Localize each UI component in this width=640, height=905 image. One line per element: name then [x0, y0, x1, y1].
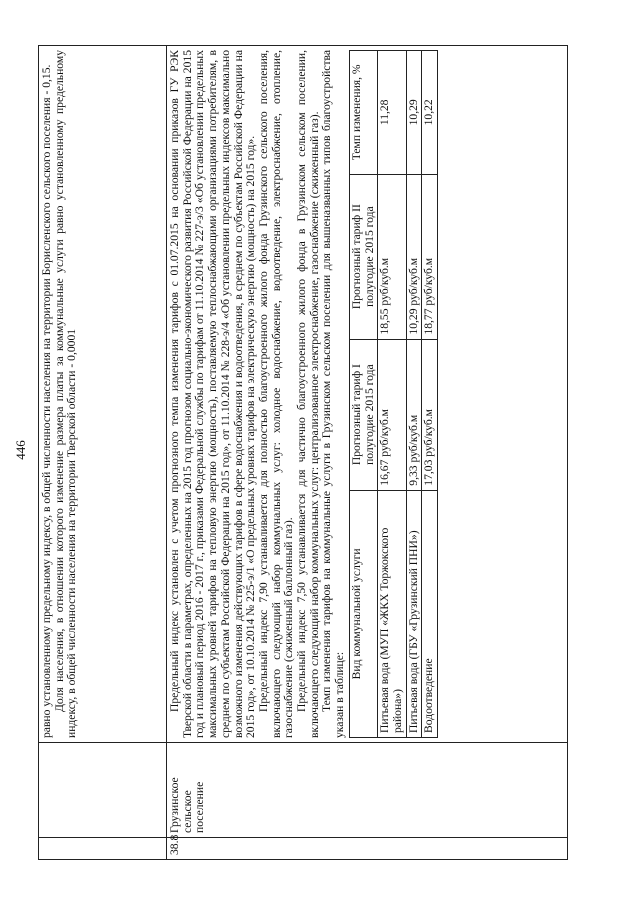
header-service: Вид коммунальной услуги	[349, 490, 377, 737]
tariff-h1: 9,33 руб/куб.м	[406, 339, 422, 490]
paragraph: Предельный индекс 7,90 устанавливается для полностью благоустроенного жилого фонда Грузинского сельского поселения, включающего следующий набор коммунальных услуг: холодное водоснабжение, водоотведение, электроснабжение, отопление, газоснабжение (сжиженный баллонный газ).	[256, 50, 296, 738]
table-row-continuation	[39, 46, 167, 860]
row-number: 38.8	[167, 838, 568, 860]
paragraph: Предельный индекс установлен с учетом прогнозного темпа изменения тарифов с 01.07.2015 на основании приказов ГУ РЭК Тверской области в параметрах, определенных на 2015 год прогнозом социально-экономического развития Российской Федерации на 2015 год и плановый период 2016 - 2017 г., приказами Федеральной службы по тарифам от 11.10.2014 № 227-э/3 «Об установлении предельных максимальных уровней тарифов на тепловую энергию (мощность), поставляемую теплоснабжающими организациями потребителям, в среднем по субъектам Российской Федерации на 2015 год», от 11.10.2014 № 228-э/4 «Об установлении предельных индексов максимально возможного изменения действующих тарифов в сфере водоснабжения и водоотведения, в среднем по субъектам Российской Федерации на 2015 год», от 10.10.2014 № 225-э/1 «О предельных уровнях тарифов на электрическую энергию (мощность) на 2015 год».	[168, 50, 258, 738]
row-number-cell-empty	[39, 838, 167, 860]
table-row	[378, 51, 406, 738]
change-rate: 10,22	[422, 51, 438, 175]
header-tariff-h2: Прогнозный тариф II полугодие 2015 года	[349, 174, 377, 339]
header-change-rate: Темп изменения, %	[349, 51, 377, 175]
table-row-gruzinskoe	[167, 46, 568, 860]
service-name: Питьевая вода (МУП «ЖКХ Торжокского района»)	[378, 490, 406, 737]
tariff-table	[349, 50, 438, 738]
page-number: 446	[13, 440, 28, 460]
service-name: Питьевая вода (ГБУ «Грузинский ПНИ»)	[406, 490, 422, 737]
description-cell	[39, 46, 167, 743]
paragraph: Предельный индекс 7,50 устанавливается для частично благоустроенного жилого фонда в Грузинском сельском поселении, включающего следующий набор коммунальных услуг: централизованное электроснабжение, газоснабжение (сжиженный газ).	[295, 50, 321, 738]
table-row	[406, 51, 422, 738]
paragraph: Доля населения, в отношении которого изменение размера платы за коммунальные услуги равно установленному предельному индексу, в общей численности населения на территории Тверской области - 0,0001	[52, 50, 79, 738]
description-cell	[167, 46, 568, 743]
settlement-cell-empty	[39, 743, 167, 838]
paragraph: Темп изменения тарифов на коммунальные услуги в Грузинском сельском поселении для вышеназванных типов благоустройства указан в таблице:	[320, 50, 347, 738]
header-tariff-h1: Прогнозный тариф I полугодие 2015 года	[349, 339, 377, 490]
table-row	[422, 51, 438, 738]
tariff-h2: 18,77 руб/куб.м	[422, 174, 438, 339]
tariff-h1: 17,03 руб/куб.м	[422, 339, 438, 490]
paragraph: равно установленному предельному индексу, в общей численности населения на территории Борисленского сельского поселения - 0,15.	[40, 64, 53, 738]
settlement-index-table	[38, 45, 568, 860]
tariff-h2: 18,55 руб/куб.м	[378, 174, 406, 339]
change-rate: 10,29	[406, 51, 422, 175]
service-name: Водоотведение	[422, 490, 438, 737]
change-rate: 11,28	[378, 51, 406, 175]
tariff-h1: 16,67 руб/куб.м	[378, 339, 406, 490]
settlement-name: Грузинское сельское поселение	[167, 743, 568, 838]
tariff-h2: 10,29 руб/куб.м	[406, 174, 422, 339]
tariff-header-row	[349, 51, 377, 738]
